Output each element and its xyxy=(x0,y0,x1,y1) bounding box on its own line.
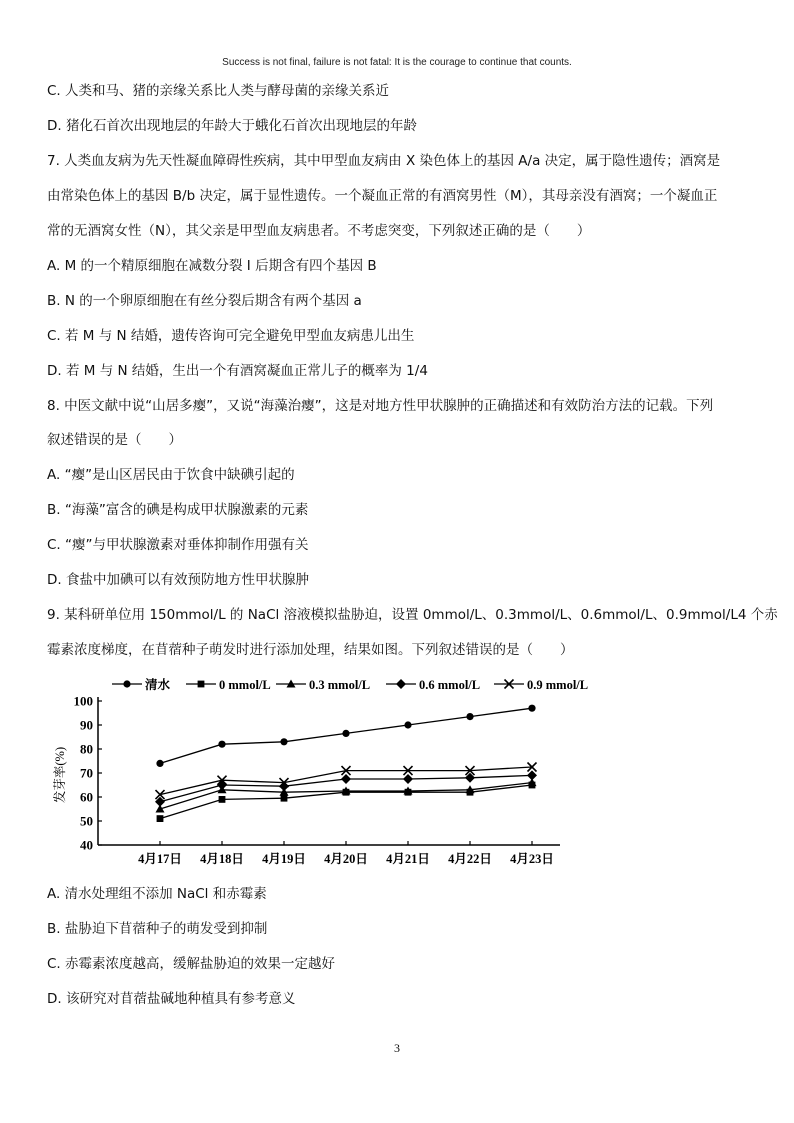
legend-label: 0.6 mmol/L xyxy=(419,678,481,692)
y-tick-label: 80 xyxy=(80,741,93,757)
question-9-option-b: B. 盐胁迫下苜蓿种子的萌发受到抑制 xyxy=(47,921,268,937)
legend-marker xyxy=(396,679,406,689)
data-point xyxy=(219,796,226,803)
question-7-option-d: D. 若 M 与 N 结婚，生出一个有酒窝凝血正常儿子的概率为 1/4 xyxy=(47,363,428,379)
question-7-option-c: C. 若 M 与 N 结婚，遗传咨询可完全避免甲型血友病患儿出生 xyxy=(47,328,415,344)
data-point xyxy=(341,774,351,784)
question-9-option-d: D. 该研究对苜蓿盐碱地种植具有参考意义 xyxy=(47,991,296,1007)
question-6-option-c: C. 人类和马、猪的亲缘关系比人类与酵母菌的亲缘关系近 xyxy=(47,83,390,99)
data-point xyxy=(403,774,413,784)
question-9-option-c: C. 赤霉素浓度越高，缓解盐胁迫的效果一定越好 xyxy=(47,956,336,972)
legend-marker xyxy=(198,681,205,688)
question-8-option-c: C. “瘿”与甲状腺激素对垂体抑制作用强有关 xyxy=(47,537,309,553)
x-tick-label: 4月20日 xyxy=(324,852,368,866)
legend-marker xyxy=(123,680,130,687)
y-tick-label: 50 xyxy=(80,813,93,829)
data-point xyxy=(527,770,537,780)
y-tick-label: 40 xyxy=(80,837,93,853)
y-tick-label: 90 xyxy=(80,717,93,733)
data-point xyxy=(156,760,163,767)
data-point xyxy=(342,730,349,737)
y-tick-label: 100 xyxy=(73,693,93,709)
question-7-option-a: A. M 的一个精原细胞在减数分裂 I 后期含有四个基因 B xyxy=(47,258,377,274)
question-6-option-d: D. 猪化石首次出现地层的年龄大于蛾化石首次出现地层的年龄 xyxy=(47,118,417,134)
data-point xyxy=(466,713,473,720)
legend-label: 0 mmol/L xyxy=(219,678,271,692)
x-tick-label: 4月17日 xyxy=(138,852,182,866)
x-tick-label: 4月19日 xyxy=(262,852,306,866)
x-tick-label: 4月22日 xyxy=(448,852,492,866)
germination-rate-chart xyxy=(50,668,589,877)
page-number: 3 xyxy=(394,1041,400,1055)
y-tick-label: 60 xyxy=(80,789,93,805)
x-tick-label: 4月23日 xyxy=(510,852,554,866)
legend-label: 清水 xyxy=(145,678,171,692)
y-axis-label: 发芽率(%) xyxy=(53,746,67,804)
question-8-stem-line-1: 8. 中医文献中说“山居多瘿”，又说“海藻治瘿”，这是对地方性甲状腺肿的正确描述和有效防治方法的记载。下列 xyxy=(47,398,714,414)
data-point xyxy=(281,795,288,802)
data-point xyxy=(218,741,225,748)
data-point xyxy=(157,815,164,822)
page-header-motto: Success is not final, failure is not fatal: It is the courage to continue that counts. xyxy=(222,57,572,68)
data-point xyxy=(528,705,535,712)
line-chart-svg xyxy=(50,668,589,873)
x-tick-label: 4月21日 xyxy=(386,852,430,866)
question-7-stem-line-3: 常的无酒窝女性（N），其父亲是甲型血友病患者。不考虑突变，下列叙述正确的是（ ） xyxy=(47,223,591,239)
question-9-stem-line-1: 9. 某科研单位用 150mmol/L 的 NaCl 溶液模拟盐胁迫，设置 0mmol/L、0.3mmol/L、0.6mmol/L、0.9mmol/L4 个赤 xyxy=(47,607,778,623)
question-9-option-a: A. 清水处理组不添加 NaCl 和赤霉素 xyxy=(47,886,267,902)
question-8-option-a: A. “瘿”是山区居民由于饮食中缺碘引起的 xyxy=(47,467,295,483)
y-tick-label: 70 xyxy=(80,765,93,781)
question-7-option-b: B. N 的一个卵原细胞在有丝分裂后期含有两个基因 a xyxy=(47,293,362,309)
x-tick-label: 4月18日 xyxy=(200,852,244,866)
data-point xyxy=(404,721,411,728)
question-9-stem-line-2: 霉素浓度梯度，在苜蓿种子萌发时进行添加处理，结果如图。下列叙述错误的是（ ） xyxy=(47,642,574,658)
question-7-stem-line-1: 7. 人类血友病为先天性凝血障碍性疾病，其中甲型血友病由 X 染色体上的基因 A/a 决定，属于隐性遗传；酒窝是 xyxy=(47,153,721,169)
question-8-option-d: D. 食盐中加碘可以有效预防地方性甲状腺肿 xyxy=(47,572,309,588)
legend-label: 0.9 mmol/L xyxy=(527,678,589,692)
question-8-stem-line-2: 叙述错误的是（ ） xyxy=(47,432,182,448)
question-8-option-b: B. “海藻”富含的碘是构成甲状腺激素的元素 xyxy=(47,502,309,518)
question-7-stem-line-2: 由常染色体上的基因 B/b 决定，属于显性遗传。一个凝血正常的有酒窝男性（M），其母亲没有酒窝；一个凝血正 xyxy=(47,188,718,204)
data-point xyxy=(280,738,287,745)
legend-label: 0.3 mmol/L xyxy=(309,678,371,692)
